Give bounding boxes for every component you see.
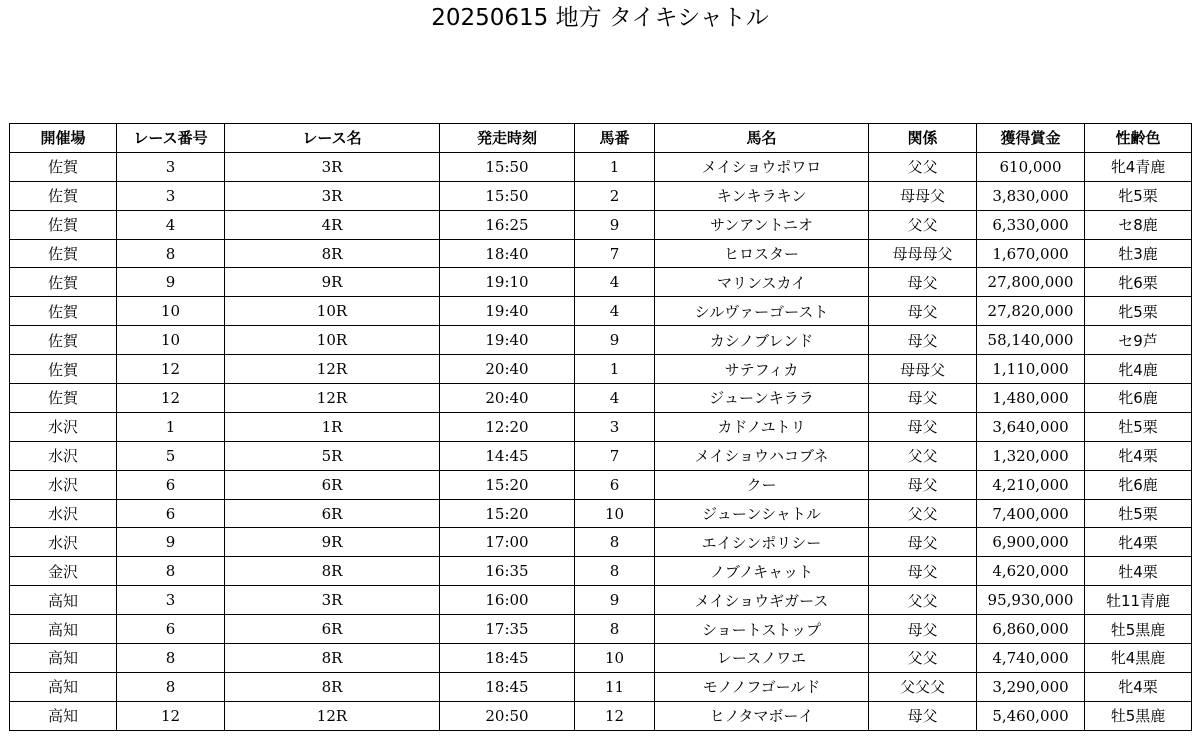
- cell-race-number: 8: [117, 557, 225, 586]
- cell-venue: 佐賀: [10, 268, 117, 297]
- cell-horse-number: 1: [575, 152, 655, 181]
- cell-sex-age-color: 牝4青鹿: [1085, 152, 1192, 181]
- cell-race-name: 12R: [225, 355, 440, 384]
- column-header-race-name: レース名: [225, 124, 440, 153]
- cell-sex-age-color: セ9芦: [1085, 326, 1192, 355]
- cell-post-time: 14:45: [440, 441, 575, 470]
- cell-venue: 水沢: [10, 412, 117, 441]
- cell-race-name: 5R: [225, 441, 440, 470]
- cell-sex-age-color: 牝4栗: [1085, 441, 1192, 470]
- cell-venue: 高知: [10, 701, 117, 730]
- cell-post-time: 17:00: [440, 528, 575, 557]
- cell-venue: 高知: [10, 672, 117, 701]
- cell-earnings: 6,860,000: [977, 615, 1085, 644]
- cell-post-time: 16:25: [440, 210, 575, 239]
- cell-sex-age-color: 牡5黒鹿: [1085, 615, 1192, 644]
- cell-race-name: 6R: [225, 615, 440, 644]
- cell-relation: 父父: [869, 499, 977, 528]
- cell-horse-number: 1: [575, 355, 655, 384]
- cell-race-number: 8: [117, 672, 225, 701]
- cell-horse-number: 12: [575, 701, 655, 730]
- cell-race-name: 9R: [225, 268, 440, 297]
- cell-relation: 父父: [869, 152, 977, 181]
- cell-horse-name: メイショウハコブネ: [655, 441, 869, 470]
- cell-venue: 高知: [10, 615, 117, 644]
- cell-horse-number: 7: [575, 441, 655, 470]
- column-header-sex-age-color: 性齢色: [1085, 124, 1192, 153]
- cell-race-name: 3R: [225, 152, 440, 181]
- cell-horse-number: 9: [575, 586, 655, 615]
- cell-race-number: 3: [117, 586, 225, 615]
- cell-earnings: 4,620,000: [977, 557, 1085, 586]
- cell-race-name: 8R: [225, 644, 440, 673]
- cell-relation: 母父: [869, 615, 977, 644]
- cell-earnings: 4,740,000: [977, 644, 1085, 673]
- cell-race-name: 6R: [225, 499, 440, 528]
- cell-horse-number: 4: [575, 384, 655, 413]
- cell-horse-number: 10: [575, 499, 655, 528]
- cell-venue: 佐賀: [10, 355, 117, 384]
- cell-horse-name: ジューンキララ: [655, 384, 869, 413]
- cell-post-time: 19:10: [440, 268, 575, 297]
- table-row: [10, 412, 1192, 441]
- cell-horse-name: キンキラキン: [655, 181, 869, 210]
- cell-race-number: 5: [117, 441, 225, 470]
- column-header-race-number: レース番号: [117, 124, 225, 153]
- cell-horse-name: サテフィカ: [655, 355, 869, 384]
- cell-earnings: 27,820,000: [977, 297, 1085, 326]
- cell-venue: 高知: [10, 644, 117, 673]
- cell-race-number: 10: [117, 297, 225, 326]
- cell-race-name: 6R: [225, 470, 440, 499]
- cell-horse-name: ノブノキャット: [655, 557, 869, 586]
- column-header-earnings: 獲得賞金: [977, 124, 1085, 153]
- cell-relation: 母母母父: [869, 239, 977, 268]
- table-row: [10, 268, 1192, 297]
- page-title: 20250615 地方 タイキシャトル: [431, 5, 769, 31]
- cell-horse-number: 9: [575, 210, 655, 239]
- cell-earnings: 58,140,000: [977, 326, 1085, 355]
- table-row: [10, 586, 1192, 615]
- cell-horse-name: ショートストップ: [655, 615, 869, 644]
- cell-post-time: 17:35: [440, 615, 575, 644]
- table-row: [10, 355, 1192, 384]
- cell-horse-number: 7: [575, 239, 655, 268]
- table-row: [10, 615, 1192, 644]
- cell-post-time: 19:40: [440, 326, 575, 355]
- cell-relation: 母父: [869, 528, 977, 557]
- cell-earnings: 1,110,000: [977, 355, 1085, 384]
- table-row: [10, 644, 1192, 673]
- cell-horse-name: サンアントニオ: [655, 210, 869, 239]
- cell-relation: 母父: [869, 470, 977, 499]
- column-header-horse-name: 馬名: [655, 124, 869, 153]
- cell-post-time: 16:35: [440, 557, 575, 586]
- cell-horse-number: 8: [575, 528, 655, 557]
- cell-race-number: 6: [117, 470, 225, 499]
- table-row: [10, 326, 1192, 355]
- cell-horse-name: レースノワエ: [655, 644, 869, 673]
- cell-earnings: 6,900,000: [977, 528, 1085, 557]
- cell-race-number: 8: [117, 644, 225, 673]
- cell-horse-name: マリンスカイ: [655, 268, 869, 297]
- cell-post-time: 15:50: [440, 181, 575, 210]
- cell-horse-number: 4: [575, 297, 655, 326]
- table-row: [10, 528, 1192, 557]
- cell-post-time: 20:40: [440, 355, 575, 384]
- cell-post-time: 15:20: [440, 470, 575, 499]
- cell-horse-number: 9: [575, 326, 655, 355]
- cell-horse-name: エイシンポリシー: [655, 528, 869, 557]
- cell-post-time: 20:40: [440, 384, 575, 413]
- table-row: [10, 701, 1192, 730]
- cell-race-number: 12: [117, 701, 225, 730]
- cell-sex-age-color: 牡11青鹿: [1085, 586, 1192, 615]
- cell-sex-age-color: 牡3鹿: [1085, 239, 1192, 268]
- cell-post-time: 18:45: [440, 672, 575, 701]
- cell-race-name: 12R: [225, 384, 440, 413]
- cell-relation: 母父: [869, 268, 977, 297]
- cell-post-time: 12:20: [440, 412, 575, 441]
- cell-earnings: 27,800,000: [977, 268, 1085, 297]
- cell-earnings: 1,480,000: [977, 384, 1085, 413]
- cell-horse-number: 2: [575, 181, 655, 210]
- cell-horse-name: クー: [655, 470, 869, 499]
- cell-sex-age-color: セ8鹿: [1085, 210, 1192, 239]
- cell-relation: 母父: [869, 326, 977, 355]
- cell-venue: 佐賀: [10, 384, 117, 413]
- table-body: [10, 152, 1192, 730]
- cell-venue: 佐賀: [10, 210, 117, 239]
- cell-race-number: 3: [117, 152, 225, 181]
- cell-relation: 父父: [869, 210, 977, 239]
- cell-relation: 母父: [869, 412, 977, 441]
- column-header-post-time: 発走時刻: [440, 124, 575, 153]
- cell-relation: 父父: [869, 586, 977, 615]
- cell-relation: 母母父: [869, 181, 977, 210]
- cell-race-name: 3R: [225, 586, 440, 615]
- cell-earnings: 610,000: [977, 152, 1085, 181]
- table-row: [10, 557, 1192, 586]
- cell-horse-number: 8: [575, 615, 655, 644]
- cell-earnings: 7,400,000: [977, 499, 1085, 528]
- table-row: [10, 441, 1192, 470]
- cell-race-number: 6: [117, 499, 225, 528]
- cell-post-time: 18:40: [440, 239, 575, 268]
- cell-earnings: 95,930,000: [977, 586, 1085, 615]
- cell-sex-age-color: 牝6鹿: [1085, 470, 1192, 499]
- cell-race-number: 10: [117, 326, 225, 355]
- table-header-row: [10, 124, 1192, 153]
- cell-race-name: 12R: [225, 701, 440, 730]
- cell-venue: 水沢: [10, 470, 117, 499]
- cell-earnings: 3,640,000: [977, 412, 1085, 441]
- cell-race-name: 1R: [225, 412, 440, 441]
- table-row: [10, 297, 1192, 326]
- cell-post-time: 15:20: [440, 499, 575, 528]
- cell-horse-number: 3: [575, 412, 655, 441]
- cell-post-time: 15:50: [440, 152, 575, 181]
- table-row: [10, 672, 1192, 701]
- cell-sex-age-color: 牡5栗: [1085, 499, 1192, 528]
- cell-horse-name: ジューンシャトル: [655, 499, 869, 528]
- cell-sex-age-color: 牡4栗: [1085, 557, 1192, 586]
- table-row: [10, 239, 1192, 268]
- cell-horse-number: 11: [575, 672, 655, 701]
- cell-race-number: 9: [117, 268, 225, 297]
- cell-earnings: 3,290,000: [977, 672, 1085, 701]
- table-row: [10, 384, 1192, 413]
- cell-race-number: 9: [117, 528, 225, 557]
- cell-relation: 母母父: [869, 355, 977, 384]
- cell-horse-name: ヒノタマボーイ: [655, 701, 869, 730]
- cell-venue: 佐賀: [10, 239, 117, 268]
- cell-sex-age-color: 牝6栗: [1085, 268, 1192, 297]
- cell-race-name: 8R: [225, 672, 440, 701]
- cell-earnings: 6,330,000: [977, 210, 1085, 239]
- cell-relation: 母父: [869, 297, 977, 326]
- cell-venue: 佐賀: [10, 152, 117, 181]
- cell-race-number: 12: [117, 384, 225, 413]
- cell-race-name: 3R: [225, 181, 440, 210]
- cell-venue: 水沢: [10, 441, 117, 470]
- cell-sex-age-color: 牝6鹿: [1085, 384, 1192, 413]
- cell-horse-number: 8: [575, 557, 655, 586]
- cell-race-number: 4: [117, 210, 225, 239]
- table-row: [10, 181, 1192, 210]
- cell-horse-name: ヒロスター: [655, 239, 869, 268]
- cell-horse-name: シルヴァーゴースト: [655, 297, 869, 326]
- cell-earnings: 5,460,000: [977, 701, 1085, 730]
- cell-horse-number: 4: [575, 268, 655, 297]
- cell-race-name: 8R: [225, 557, 440, 586]
- cell-race-number: 3: [117, 181, 225, 210]
- cell-race-number: 12: [117, 355, 225, 384]
- cell-earnings: 4,210,000: [977, 470, 1085, 499]
- cell-venue: 水沢: [10, 499, 117, 528]
- column-header-relation: 関係: [869, 124, 977, 153]
- cell-post-time: 20:50: [440, 701, 575, 730]
- cell-sex-age-color: 牝4鹿: [1085, 355, 1192, 384]
- cell-venue: 金沢: [10, 557, 117, 586]
- cell-venue: 佐賀: [10, 297, 117, 326]
- cell-earnings: 3,830,000: [977, 181, 1085, 210]
- table-row: [10, 499, 1192, 528]
- cell-race-number: 6: [117, 615, 225, 644]
- cell-race-number: 1: [117, 412, 225, 441]
- table-row: [10, 152, 1192, 181]
- cell-post-time: 19:40: [440, 297, 575, 326]
- race-entries-table: [9, 123, 1192, 731]
- cell-earnings: 1,320,000: [977, 441, 1085, 470]
- cell-race-name: 8R: [225, 239, 440, 268]
- cell-horse-name: メイショウギガース: [655, 586, 869, 615]
- cell-horse-name: カドノユトリ: [655, 412, 869, 441]
- cell-sex-age-color: 牝4栗: [1085, 528, 1192, 557]
- cell-relation: 母父: [869, 557, 977, 586]
- cell-post-time: 16:00: [440, 586, 575, 615]
- cell-post-time: 18:45: [440, 644, 575, 673]
- table-row: [10, 210, 1192, 239]
- cell-sex-age-color: 牡5黒鹿: [1085, 701, 1192, 730]
- cell-relation: 母父: [869, 701, 977, 730]
- cell-venue: 佐賀: [10, 181, 117, 210]
- cell-race-name: 10R: [225, 326, 440, 355]
- cell-venue: 佐賀: [10, 326, 117, 355]
- cell-relation: 母父: [869, 384, 977, 413]
- column-header-horse-number: 馬番: [575, 124, 655, 153]
- cell-race-name: 4R: [225, 210, 440, 239]
- column-header-venue: 開催場: [10, 124, 117, 153]
- cell-horse-number: 6: [575, 470, 655, 499]
- cell-horse-name: モノノフゴールド: [655, 672, 869, 701]
- cell-horse-name: メイショウポワロ: [655, 152, 869, 181]
- cell-relation: 父父: [869, 441, 977, 470]
- cell-earnings: 1,670,000: [977, 239, 1085, 268]
- cell-horse-number: 10: [575, 644, 655, 673]
- cell-sex-age-color: 牝5栗: [1085, 181, 1192, 210]
- cell-venue: 水沢: [10, 528, 117, 557]
- cell-relation: 父父父: [869, 672, 977, 701]
- cell-relation: 父父: [869, 644, 977, 673]
- cell-sex-age-color: 牝4栗: [1085, 672, 1192, 701]
- cell-race-name: 9R: [225, 528, 440, 557]
- cell-venue: 高知: [10, 586, 117, 615]
- table-row: [10, 470, 1192, 499]
- cell-race-number: 8: [117, 239, 225, 268]
- cell-sex-age-color: 牝5栗: [1085, 297, 1192, 326]
- cell-sex-age-color: 牡5栗: [1085, 412, 1192, 441]
- cell-sex-age-color: 牝4黒鹿: [1085, 644, 1192, 673]
- cell-horse-name: カシノブレンド: [655, 326, 869, 355]
- cell-race-name: 10R: [225, 297, 440, 326]
